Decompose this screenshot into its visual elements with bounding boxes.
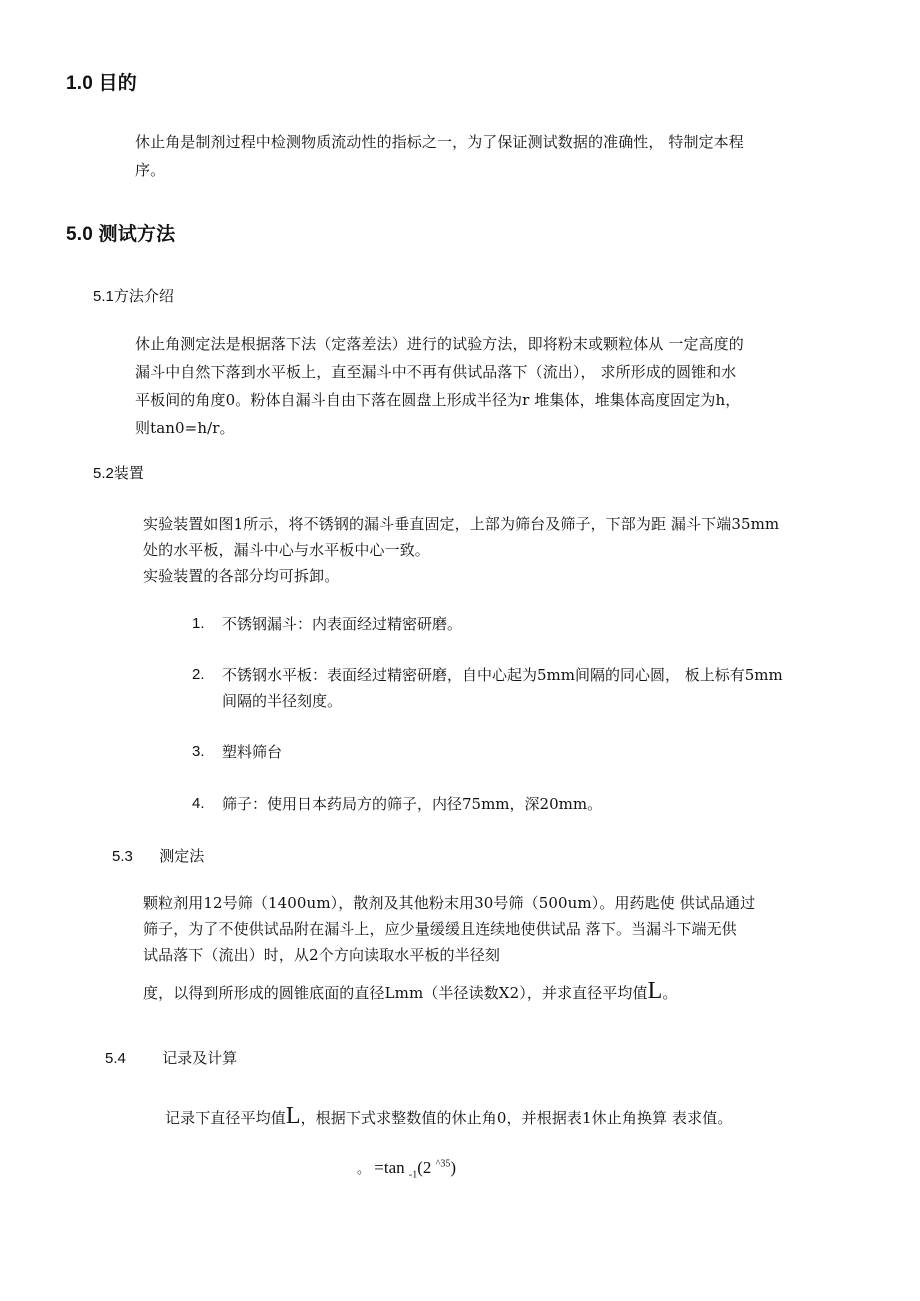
list-number: 1. (192, 615, 205, 632)
subsection-heading-5-2 (93, 462, 144, 483)
formula-sup: ^35 (435, 1158, 451, 1170)
paragraph-line: 颗粒剂用12号筛（1400um），散剂及其他粉末用30号筛（500um）。用药匙使 供试品通过 (143, 894, 756, 912)
list-item (192, 739, 872, 765)
list-item (192, 791, 872, 817)
paragraph-line (143, 980, 863, 1006)
list-item (192, 611, 872, 637)
angle-formula (357, 1158, 456, 1180)
subsection-title: 装置 (113, 465, 144, 482)
section-title: 目的 (98, 73, 137, 94)
formula-sub: -1 (408, 1169, 418, 1181)
paragraph-line: 休止角是制剂过程中检测物质流动性的指标之一，为了保证测试数据的准确性， 特制定本程 (135, 133, 744, 151)
list-item (192, 662, 872, 714)
measurement-paragraph (143, 890, 863, 1006)
paragraph-line: 平板间的角度0。粉体自漏斗自由下落在圆盘上形成半径为r 堆集体，堆集体高度固定为h， (135, 391, 741, 409)
calculation-paragraph (165, 1104, 865, 1132)
section-number: 1.0 (66, 73, 94, 94)
section-title: 测试方法 (98, 224, 176, 245)
list-text: 塑料筛台 (222, 743, 283, 761)
paragraph-line: 则tan0=h/r。 (135, 419, 235, 437)
subsection-title: 测定法 (159, 848, 205, 865)
section-number: 5.0 (66, 224, 94, 245)
paragraph-line: 实验装置的各部分均可拆卸。 (143, 567, 340, 585)
formula-close: ) (450, 1158, 457, 1177)
paragraph-line: 筛子，为了不使供试品附在漏斗上，应少量缓缓且连续地使供试品 落下。当漏斗下端无供 (143, 920, 737, 938)
paragraph-text: 度，以得到所形成的圆锥底面的直径Lmm（半径读数X2），并求直径平均值 (143, 984, 648, 1002)
list-number: 3. (192, 743, 205, 760)
list-text-continued: 间隔的半径刻度。 (222, 692, 343, 710)
paragraph-line: 实验装置如图1所示，将不锈钢的漏斗垂直固定，上部为筛台及筛子，下部为距 漏斗下端35mm (143, 515, 780, 533)
subsection-number: 5.1 (93, 288, 114, 305)
list-number: 4. (192, 795, 205, 812)
subsection-title: 方法介绍 (113, 288, 174, 305)
paragraph-line: 漏斗中自然下落到水平板上，直至漏斗中不再有供试品落下（流出）， 求所形成的圆锥和水 (135, 363, 737, 381)
purpose-paragraph (135, 128, 855, 184)
symbol-L: L (647, 978, 663, 1004)
subsection-number: 5.2 (93, 465, 114, 482)
paragraph-text: ，根据下式求整数值的休止角0，并根据表1休止角换算 表求值。 (300, 1109, 733, 1127)
formula-eq: =tan (374, 1158, 405, 1177)
paragraph-line: 试品落下（流出）时，从2个方向读取水平板的半径刻 (143, 946, 500, 964)
paragraph-text: 。 (662, 984, 678, 1002)
paragraph-line: 处的水平板，漏斗中心与水平板中心一致。 (143, 541, 430, 559)
method-intro-paragraph (135, 330, 855, 442)
section-heading-5 (66, 219, 175, 246)
paragraph-text: 记录下直径平均值 (165, 1109, 286, 1127)
subsection-heading-5-1 (93, 285, 174, 306)
subsection-heading-5-4 (105, 1047, 237, 1068)
subsection-heading-5-3 (112, 845, 204, 866)
list-text: 不锈钢漏斗：内表面经过精密研磨。 (222, 615, 463, 633)
paragraph-line: 休止角测定法是根据落下法（定落差法）进行的试验方法，即将粉末或颗粒体从 一定高度的 (135, 335, 744, 353)
paragraph-line: 序。 (135, 161, 166, 179)
paragraph-line (165, 1104, 865, 1132)
formula-lead: 。 (357, 1161, 371, 1176)
section-heading-1 (66, 68, 137, 95)
formula-open: (2 (417, 1158, 432, 1177)
subsection-number: 5.4 (105, 1050, 126, 1067)
subsection-number: 5.3 (112, 848, 133, 865)
list-number: 2. (192, 666, 205, 683)
list-text: 筛子：使用日本药局方的筛子，内径75mm，深20mm。 (222, 795, 603, 813)
symbol-L: L (285, 1103, 301, 1129)
apparatus-paragraph (143, 511, 863, 589)
list-text: 不锈钢水平板：表面经过精密研磨，自中心起为5mm间隔的同心圆， 板上标有5mm (222, 666, 783, 684)
subsection-title: 记录及计算 (162, 1050, 238, 1067)
